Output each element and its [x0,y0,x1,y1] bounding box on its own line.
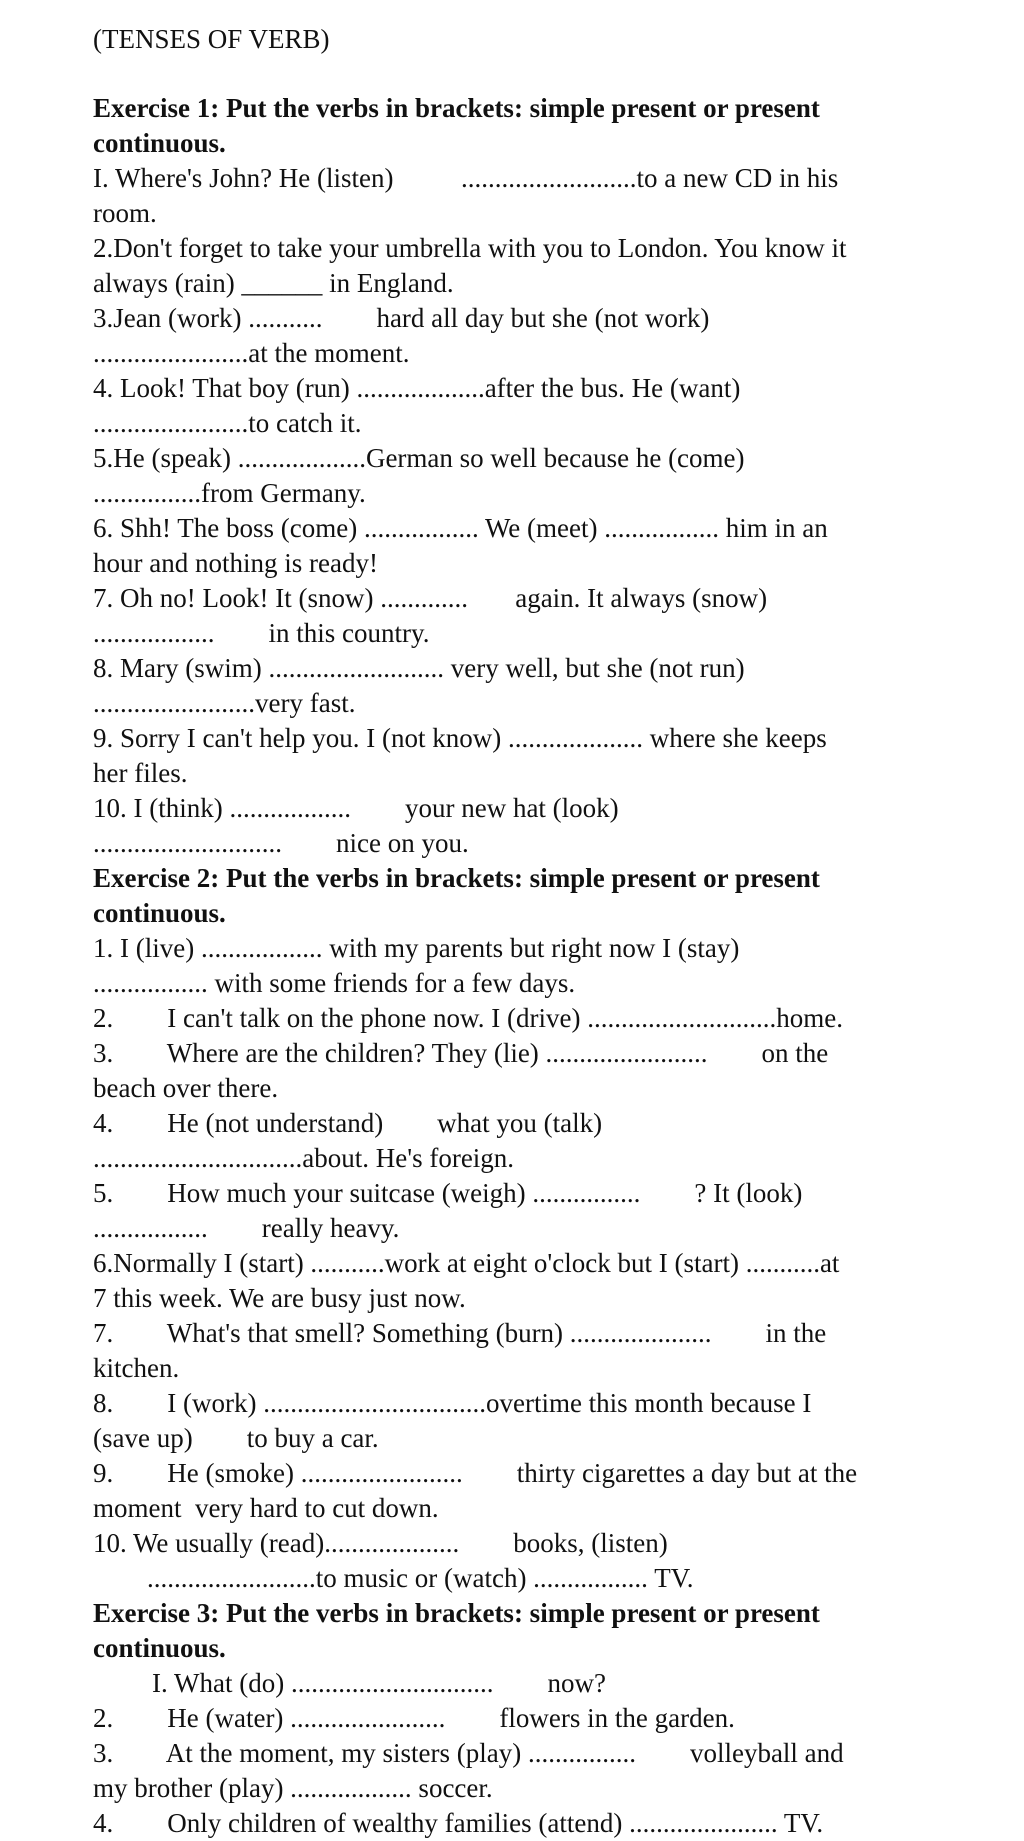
exercise-1-line: .......................at the moment. [93,338,410,368]
exercise-1-line: .................. in this country. [93,618,430,648]
exercise-2-line: 10. We usually (read).................... books, (listen) [93,1528,668,1558]
exercise-3-line-partial: 4. Only children of wealthy families (attend) ...................... TV. [93,1808,824,1838]
exercise-2-line: 9. He (smoke) ........................ thirty cigarettes a day but at the [93,1458,858,1488]
exercise-2-line: 7 this week. We are busy just now. [93,1283,466,1313]
exercise-3-line: 3. At the moment, my sisters (play) ................ volleyball and [93,1738,844,1768]
exercise-1-line: 6. Shh! The boss (come) ................. We (meet) ................. him in an [93,513,828,543]
exercise-1-line: ................from Germany. [93,478,366,508]
exercise-2-line: ................. really heavy. [93,1213,400,1243]
exercise-1-line: 8. Mary (swim) .......................... very well, but she (not run) [93,653,745,683]
exercise-1-line: 9. Sorry I can't help you. I (not know) .................... where she keeps [93,723,827,753]
exercise-1-line: her files. [93,758,188,788]
exercise-2-line: 4. He (not understand) what you (talk) [93,1108,603,1138]
exercise-1-line: 10. I (think) .................. your new hat (look) [93,793,619,823]
exercise-1-line: room. [93,198,157,228]
exercise-1-title: Exercise 1: Put the verbs in brackets: simple present or present [93,93,820,123]
exercise-1-line: ........................very fast. [93,688,356,718]
exercise-2-line: 3. Where are the children? They (lie) ........................ on the [93,1038,829,1068]
exercise-1-line: 4. Look! That boy (run) ...................after the bus. He (want) [93,373,741,403]
exercise-1-title-cont: continuous. [93,128,226,158]
exercise-3-title-cont: continuous. [93,1633,226,1663]
exercise-1-line: .......................to catch it. [93,408,362,438]
exercise-2-line: 5. How much your suitcase (weigh) ................ ? It (look) [93,1178,803,1208]
exercise-1-line: 2.Don't forget to take your umbrella with you to London. You know it [93,233,847,263]
exercise-3-line: my brother (play) .................. soccer. [93,1773,493,1803]
exercise-2-title: Exercise 2: Put the verbs in brackets: simple present or present [93,863,820,893]
exercise-2-line: 7. What's that smell? Something (burn) ..................... in the [93,1318,827,1348]
exercise-1-line: always (rain) ______ in England. [93,268,454,298]
exercise-2-line: .........................to music or (watch) ................. TV. [93,1563,694,1593]
exercise-2-line: 6.Normally I (start) ...........work at eight o'clock but I (start) ...........at [93,1248,840,1278]
exercise-2-line: ...............................about. He's foreign. [93,1143,515,1173]
exercise-1-line: I. Where's John? He (listen) ..........................to a new CD in his [93,163,839,193]
exercise-3-title: Exercise 3: Put the verbs in brackets: simple present or present [93,1598,820,1628]
exercise-2-line: beach over there. [93,1073,279,1103]
page-heading: (TENSES OF VERB) [93,24,330,54]
exercise-3-line: 2. He (water) ....................... flowers in the garden. [93,1703,735,1733]
exercise-2-line: 1. I (live) .................. with my parents but right now I (stay) [93,933,740,963]
exercise-1-line: 5.He (speak) ...................German so well because he (come) [93,443,745,473]
exercise-1-line: ............................ nice on you. [93,828,469,858]
exercise-1-line: hour and nothing is ready! [93,548,378,578]
exercise-1-line: 7. Oh no! Look! It (snow) ............. again. It always (snow) [93,583,768,613]
exercise-2-line: 2. I can't talk on the phone now. I (drive) ............................home. [93,1003,843,1033]
exercise-2-line: 8. I (work) .................................overtime this month because I [93,1388,812,1418]
exercise-2-line: kitchen. [93,1353,180,1383]
exercise-3-line: I. What (do) .............................. now? [152,1668,606,1698]
exercise-1-line: 3.Jean (work) ........... hard all day but she (not work) [93,303,710,333]
exercise-2-line: (save up) to buy a car. [93,1423,379,1453]
exercise-2-line: ................. with some friends for a few days. [93,968,576,998]
exercise-2-line: moment very hard to cut down. [93,1493,439,1523]
exercise-2-title-cont: continuous. [93,898,226,928]
